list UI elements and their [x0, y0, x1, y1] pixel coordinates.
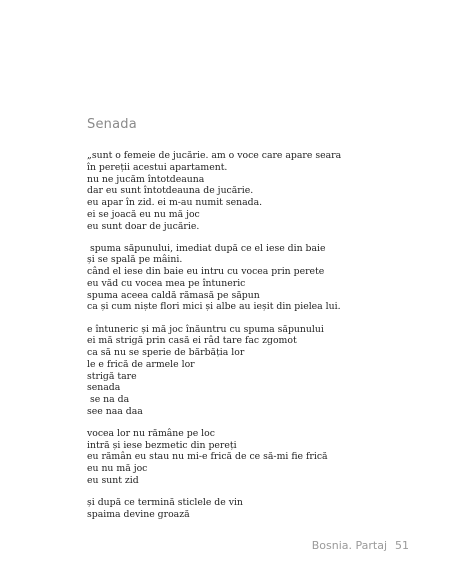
poem-line: eu sunt zid: [87, 474, 139, 486]
running-head: Bosnia. Partaj: [311, 539, 387, 552]
poem-line: intră și iese bezmetic din pereți: [87, 439, 237, 451]
poem-line: ca să nu se sperie de bărbăția lor: [87, 347, 245, 359]
poem-line: dar eu sunt întotdeauna de jucărie.: [87, 185, 254, 197]
stanza: [87, 428, 427, 487]
page-number: 51: [395, 539, 409, 552]
stanza: [87, 150, 427, 232]
poem-line: când el iese din baie eu intru cu vocea prin perete: [87, 266, 325, 278]
poem-line: spuma aceea caldă rămasă pe săpun: [87, 289, 260, 301]
poem-line: ei mă strigă prin casă ei râd tare fac zgomot: [87, 335, 297, 347]
poem-line: eu sunt doar de jucărie.: [87, 220, 200, 232]
poem-body: [87, 150, 427, 531]
poem-line: le e frică de armele lor: [87, 358, 195, 370]
poem-line: eu văd cu vocea mea pe întuneric: [87, 277, 246, 289]
poem-line: senada: [87, 382, 121, 394]
page-footer: [312, 539, 409, 552]
poem-line: see naa daa: [87, 405, 143, 417]
poem-line: și după ce termină sticlele de vin: [87, 497, 243, 509]
poem-title: Senada: [87, 117, 137, 132]
poem-line: eu apar în zid. ei m-au numit senada.: [87, 197, 263, 208]
poem-line: ei se joacă eu nu mă joc: [87, 208, 200, 220]
poem-line: „sunt o femeie de jucărie. am o voce care apare seara: [87, 150, 342, 161]
stanza: [87, 324, 427, 418]
poem-line: spuma săpunului, imediat după ce el iese din baie: [87, 242, 326, 254]
poem-line: nu ne jucăm întotdeauna: [87, 173, 205, 185]
poem-line: în pereții acestui apartament.: [87, 161, 228, 173]
poem-line: și se spală pe mâini.: [87, 254, 183, 266]
stanza: [87, 497, 427, 521]
poem-line: eu nu mă joc: [87, 463, 148, 475]
poem-line: spaima devine groază: [87, 508, 190, 520]
poem-line: ca și cum niște flori mici și albe au ieșit din pielea lui.: [87, 301, 341, 313]
poem-line: strigă tare: [87, 370, 137, 382]
poem-line: eu rămân eu stau nu mi-e frică de ce să-mi fie frică: [87, 451, 328, 463]
poem-line: e întuneric și mă joc înăuntru cu spuma săpunului: [87, 323, 324, 335]
poem-line: se na da: [87, 394, 130, 406]
stanza: [87, 243, 427, 314]
poem-line: vocea lor nu rămâne pe loc: [87, 427, 215, 439]
